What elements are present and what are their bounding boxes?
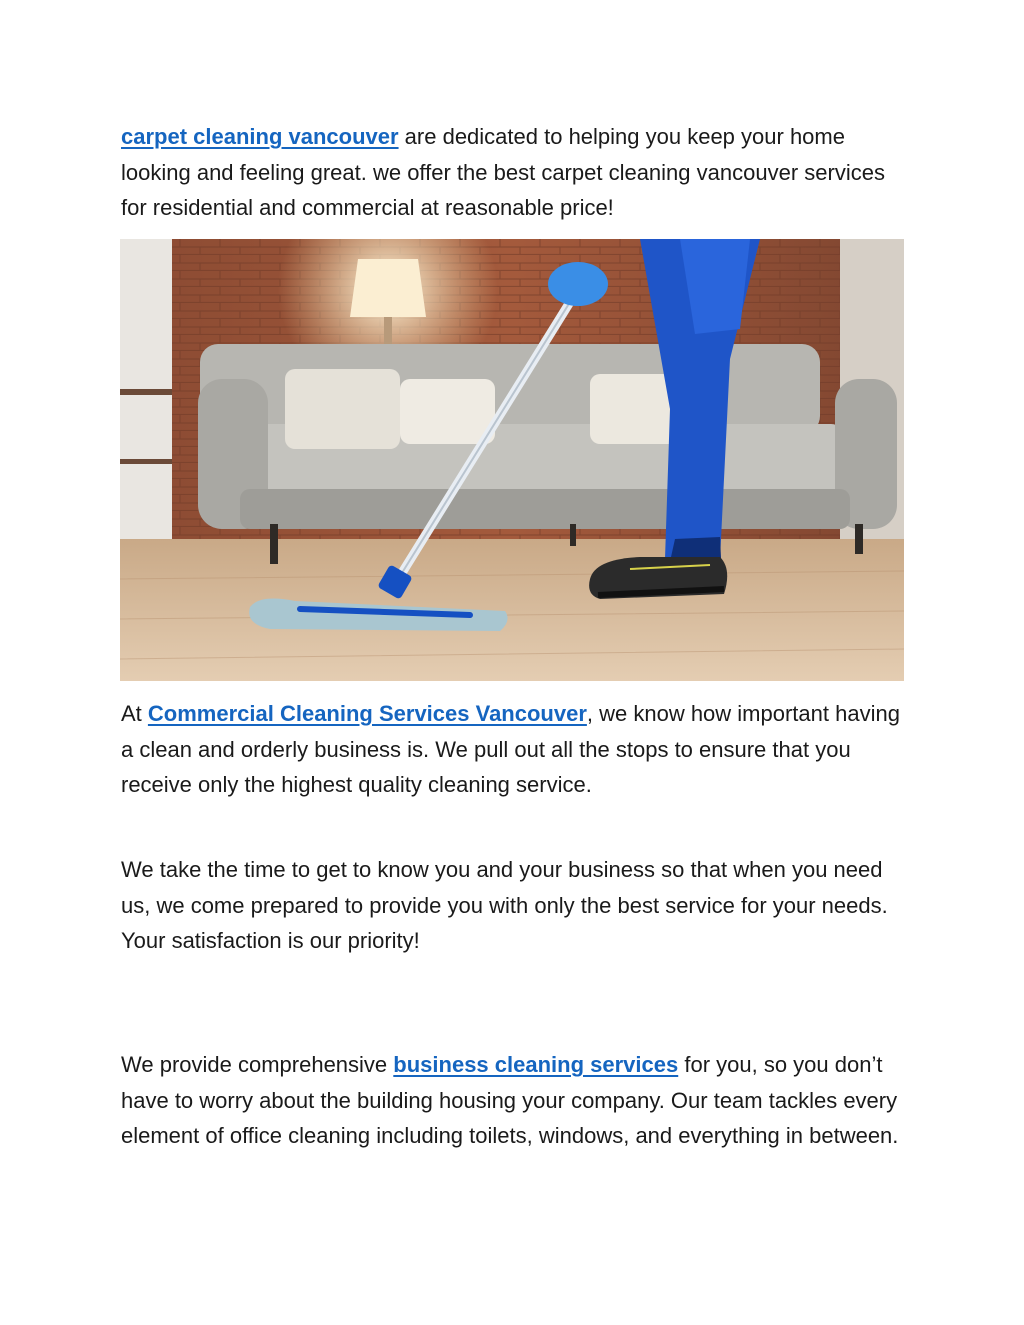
carpet-cleaning-link[interactable]: carpet cleaning vancouver [121, 124, 399, 149]
intro-paragraph [121, 119, 911, 226]
wood-floor [120, 539, 904, 681]
cleaning-photo [120, 239, 904, 681]
commercial-paragraph [121, 696, 911, 803]
business-cleaning-link[interactable]: business cleaning services [393, 1052, 679, 1077]
blue-glove [548, 262, 608, 306]
know-you-paragraph: We take the time to get to know you and your business so that when you need us, we come prepared to provide you with only the best service for your needs. Your satisfaction is our priority! [121, 857, 888, 953]
lamp-shade [350, 259, 426, 317]
commercial-text-before: At [121, 701, 148, 726]
business-paragraph [121, 1047, 911, 1154]
commercial-text-after: , we know how important having a clean and orderly business is. We pull out all the stops to ensure that you receive only the highest quality cleaning service. [121, 701, 900, 797]
business-text-before: We provide comprehensive [121, 1052, 394, 1077]
business-text-after: for you, so you don’t have to worry about the building housing your company. Our team tackles every element of office cleaning including toilets, windows, and everything in between. [121, 1052, 899, 1148]
intro-text: are dedicated to helping you keep your home looking and feeling great. we offer the best carpet cleaning vancouver services for residential and commercial at reasonable price! [121, 124, 885, 220]
commercial-cleaning-link[interactable]: Commercial Cleaning Services Vancouver [147, 701, 587, 726]
